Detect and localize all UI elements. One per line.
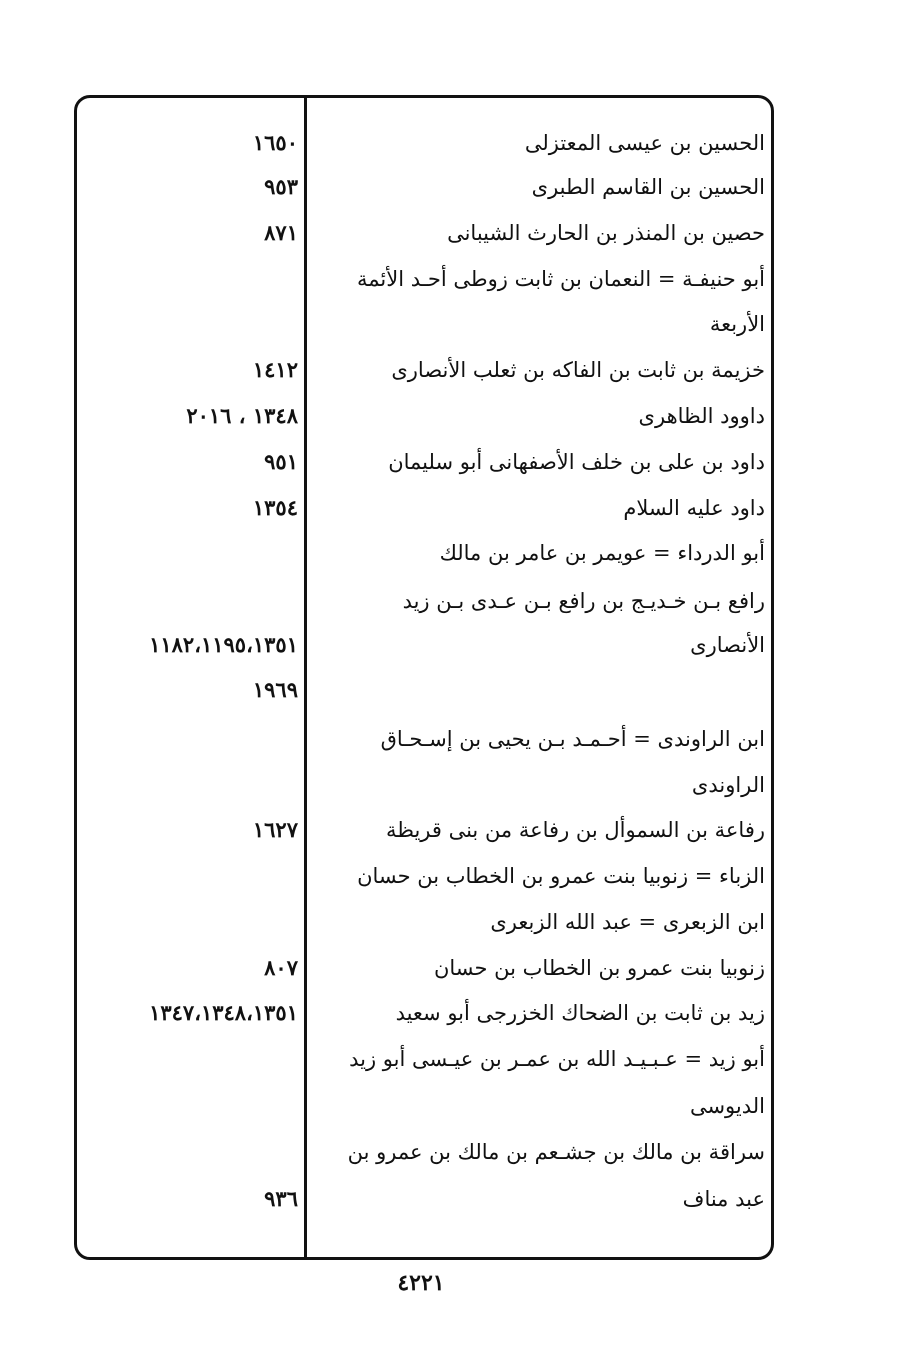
entry-pages: ١٣٤٨ ، ٢٠١٦ (186, 403, 298, 428)
entry-name: ابن الراوندى = أحـمـد بـن يحيى بن إسـحـاق (380, 727, 765, 751)
entry-name: رافع بـن خـديـج بن رافع بـن عـدى بـن زيد (402, 589, 765, 613)
entry-pages: ٨٧١ (264, 220, 298, 245)
entry-name: خزيمة بن ثابت بن الفاكه بن ثعلب الأنصارى (391, 358, 765, 382)
entry-name: حصين بن المنذر بن الحارث الشيبانى (447, 221, 765, 245)
page-number: ٤٢٢١ (397, 1270, 445, 1296)
entry-name: الزباء = زنوبيا بنت عمرو بن الخطاب بن حسان (357, 864, 765, 888)
entry-pages: ٩٥١ (264, 449, 298, 474)
entry-pages: ١٤١٢ (252, 357, 298, 382)
entry-name: سراقة بن مالك بن جشـعم بن مالك بن عمرو بن (347, 1140, 765, 1164)
entry-pages: ٩٥٣ (264, 174, 298, 199)
entry-pages: ٩٣٦ (264, 1186, 298, 1211)
entry-pages: ١٦٢٧ (252, 817, 298, 842)
entry-name: الديوسى (689, 1094, 765, 1118)
entry-pages: ١١٨٢،١١٩٥،١٣٥١ (149, 632, 298, 657)
entry-name: أبو حنيفـة = النعمان بن ثابت زوطى أحـد الأئمة (357, 267, 765, 291)
entry-name: أبو زيد = عـبـيـد الله بن عمـر بن عيـسى أبو زيد (349, 1047, 765, 1071)
entry-name: أبو الدرداء = عويمر بن عامر بن مالك (439, 541, 765, 565)
entry-name: الأربعة (709, 312, 765, 336)
entry-name: داوود الظاهرى (638, 404, 765, 428)
entry-name: زنوبيا بنت عمرو بن الخطاب بن حسان (433, 956, 765, 980)
entry-name: الحسين بن القاسم الطبرى (531, 175, 765, 199)
entry-name: داود بن على بن خلف الأصفهانى أبو سليمان (388, 450, 765, 474)
entry-pages: ١٣٥٤ (252, 495, 298, 520)
entry-pages: ١٣٤٧،١٣٤٨،١٣٥١ (149, 1000, 298, 1025)
entry-name: الأنصارى (690, 633, 765, 657)
entry-name: زيد بن ثابت بن الضحاك الخزرجى أبو سعيد (395, 1001, 765, 1025)
entry-name: رفاعة بن السموأل بن رفاعة من بنى قريظة (385, 818, 765, 842)
entry-pages: ١٩٦٩ (252, 677, 298, 702)
entry-name: داود عليه السلام (623, 496, 765, 520)
column-divider (304, 97, 307, 1259)
entry-name: ابن الزبعرى = عبد الله الزبعرى (490, 910, 765, 934)
entry-name: عبد مناف (682, 1187, 765, 1211)
entry-pages: ١٦٥٠ (252, 130, 298, 155)
entry-name: الراوندى (691, 773, 765, 797)
entry-pages: ٨٠٧ (264, 955, 298, 980)
entry-name: الحسين بن عيسى المعتزلى (524, 131, 765, 155)
